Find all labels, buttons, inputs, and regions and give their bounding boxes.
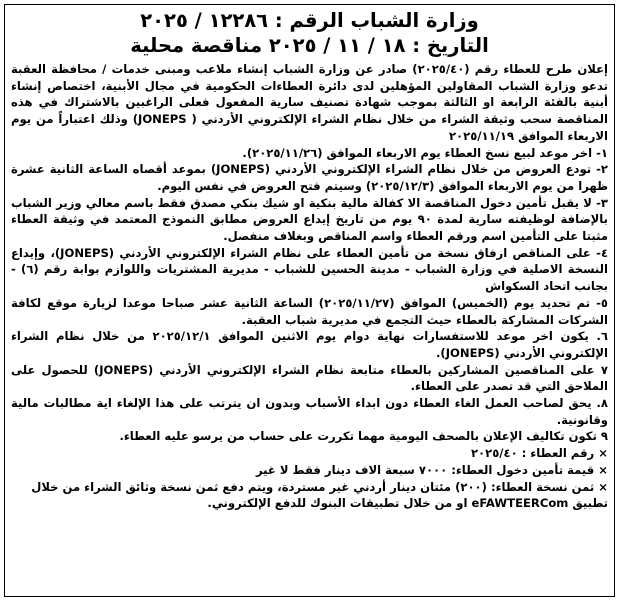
- intro-paragraph: إعلان طرح للعطاء رقم (٢٠٢٥/٤٠) صادر عن وزارة الشباب إنشاء ملاعب ومبنى خدمات / محافظة العقبة تدعو وزارة الشباب المقاولين المؤهلين لدى دائرة العطاءات الحكومية في مجال الأبنية، اختصاص إنشاء أبنية بالفئة الرابعة او الثالثة بموجب شهادة تصنيف سارية المفعول فعلى الراغبين بالاشتراك في هذه المناقصة سحب وثيقة الشراء من خلال نظام الشراء الإلكتروني الأردني ( JONEPS) وذلك اعتباراً من يوم الاربعاء الموافق ٢٠٢٥/١١/١٩: [11, 62, 608, 143]
- date-tender-heading: التاريخ : ١٨ / ١١ / ٢٠٢٥ مناقصة محلية: [130, 34, 489, 57]
- clause-5: ٥- تم تحديد يوم (الخميس) الموافق (٢٠٢٥/١١/٢٧) الساعة الثانية عشر صباحا موعدا لزيارة موقع لكافة الشركات المشاركة بالعطاء حيث التجمع في مديرية شباب العقبة.: [11, 295, 608, 327]
- bid-bond-value: × قيمة تأمين دخول العطاء: ٧٠٠٠ سبعة الاف دينار فقط لا غير: [11, 462, 608, 479]
- clause-4: ٤- على المناقص ارفاق نسخة من تأمين العطاء على نظام الشراء الإلكتروني الأردني (JONEPS)، وإيداع النسخة الاصلية في وزارة الشباب - مدينة الحسين للشباب - مديرية المشتريات واللوازم بوابة رقم (٦) - بجانب اتحاد السكواش: [11, 245, 609, 294]
- clause-2: ٢- تودع العروض من خلال نظام الشراء الإلكتروني الأردني (JONEPS) بموعد أقصاه الساعة الثانية عشرة ظهرا من يوم الاربعاء الموافق (٢٠٢٥/١٢/٣) وسيتم فتح العروض في نفس اليوم.: [11, 162, 608, 193]
- clause-9: ٩ تكون تكاليف الإعلان بالصحف اليومية مهما تكررت على حساب من يرسو عليه العطاء.: [119, 429, 608, 444]
- clause-8: ٨. يحق لصاحب العمل الغاء العطاء دون ابداء الأسباب وبدون ان يترتب على هذا الإلغاء اية مطالبات مالية وقانونية.: [11, 396, 608, 427]
- clause-1: ١- اخر موعد لبيع نسخ العطاء يوم الاربعاء الموافق (٢٠٢٥/١١/٢٦).: [242, 145, 608, 160]
- clause-3: ٣- لا يقبل تأمين دخول المناقصة الا كفالة مالية بنكية او شيك بنكي مصدق فقط باسم معالي وزير الشباب بالإضافة لوظيفته سارية لمدة ٩٠ يوم من تاريخ إيداع العروض مطابق النموذج المعتمد في وثيقة العطاء مثبتا على التأمين اسم ورقم العطاء واسم المناقص وبغلاف منفصل.: [11, 195, 608, 244]
- tender-number: × رقم العطاء : ٢٠٢٥/٤٠: [11, 445, 608, 462]
- announcement-box: [4, 4, 615, 597]
- clause-7: ٧ على المناقصين المشاركين بالعطاء متابعة نظام الشراء الإلكتروني الأردني (JONEPS) للحصول على الملاحق التي قد تصدر على العطاء.: [11, 362, 608, 394]
- ministry-ref-heading: وزارة الشباب الرقم : ١٢٢٨٦ / ٢٠٢٥: [140, 9, 479, 32]
- document-price: × ثمن نسخة العطاء: (٢٠٠) مئتان دينار أردني غير مستردة، ويتم دفع ثمن نسخة وثائق الشراء من خلال تطبيق eFAWTEERCom او من خلال تطبيقات البنوك للدفع الإلكتروني.: [11, 479, 608, 512]
- clause-6: ٦. يكون اخر موعد للاستفسارات نهاية دوام يوم الاثنين الموافق ٢٠٢٥/١٢/١ من خلال نظام الشراء الإلكتروني الأردني (JONEPS).: [11, 329, 608, 360]
